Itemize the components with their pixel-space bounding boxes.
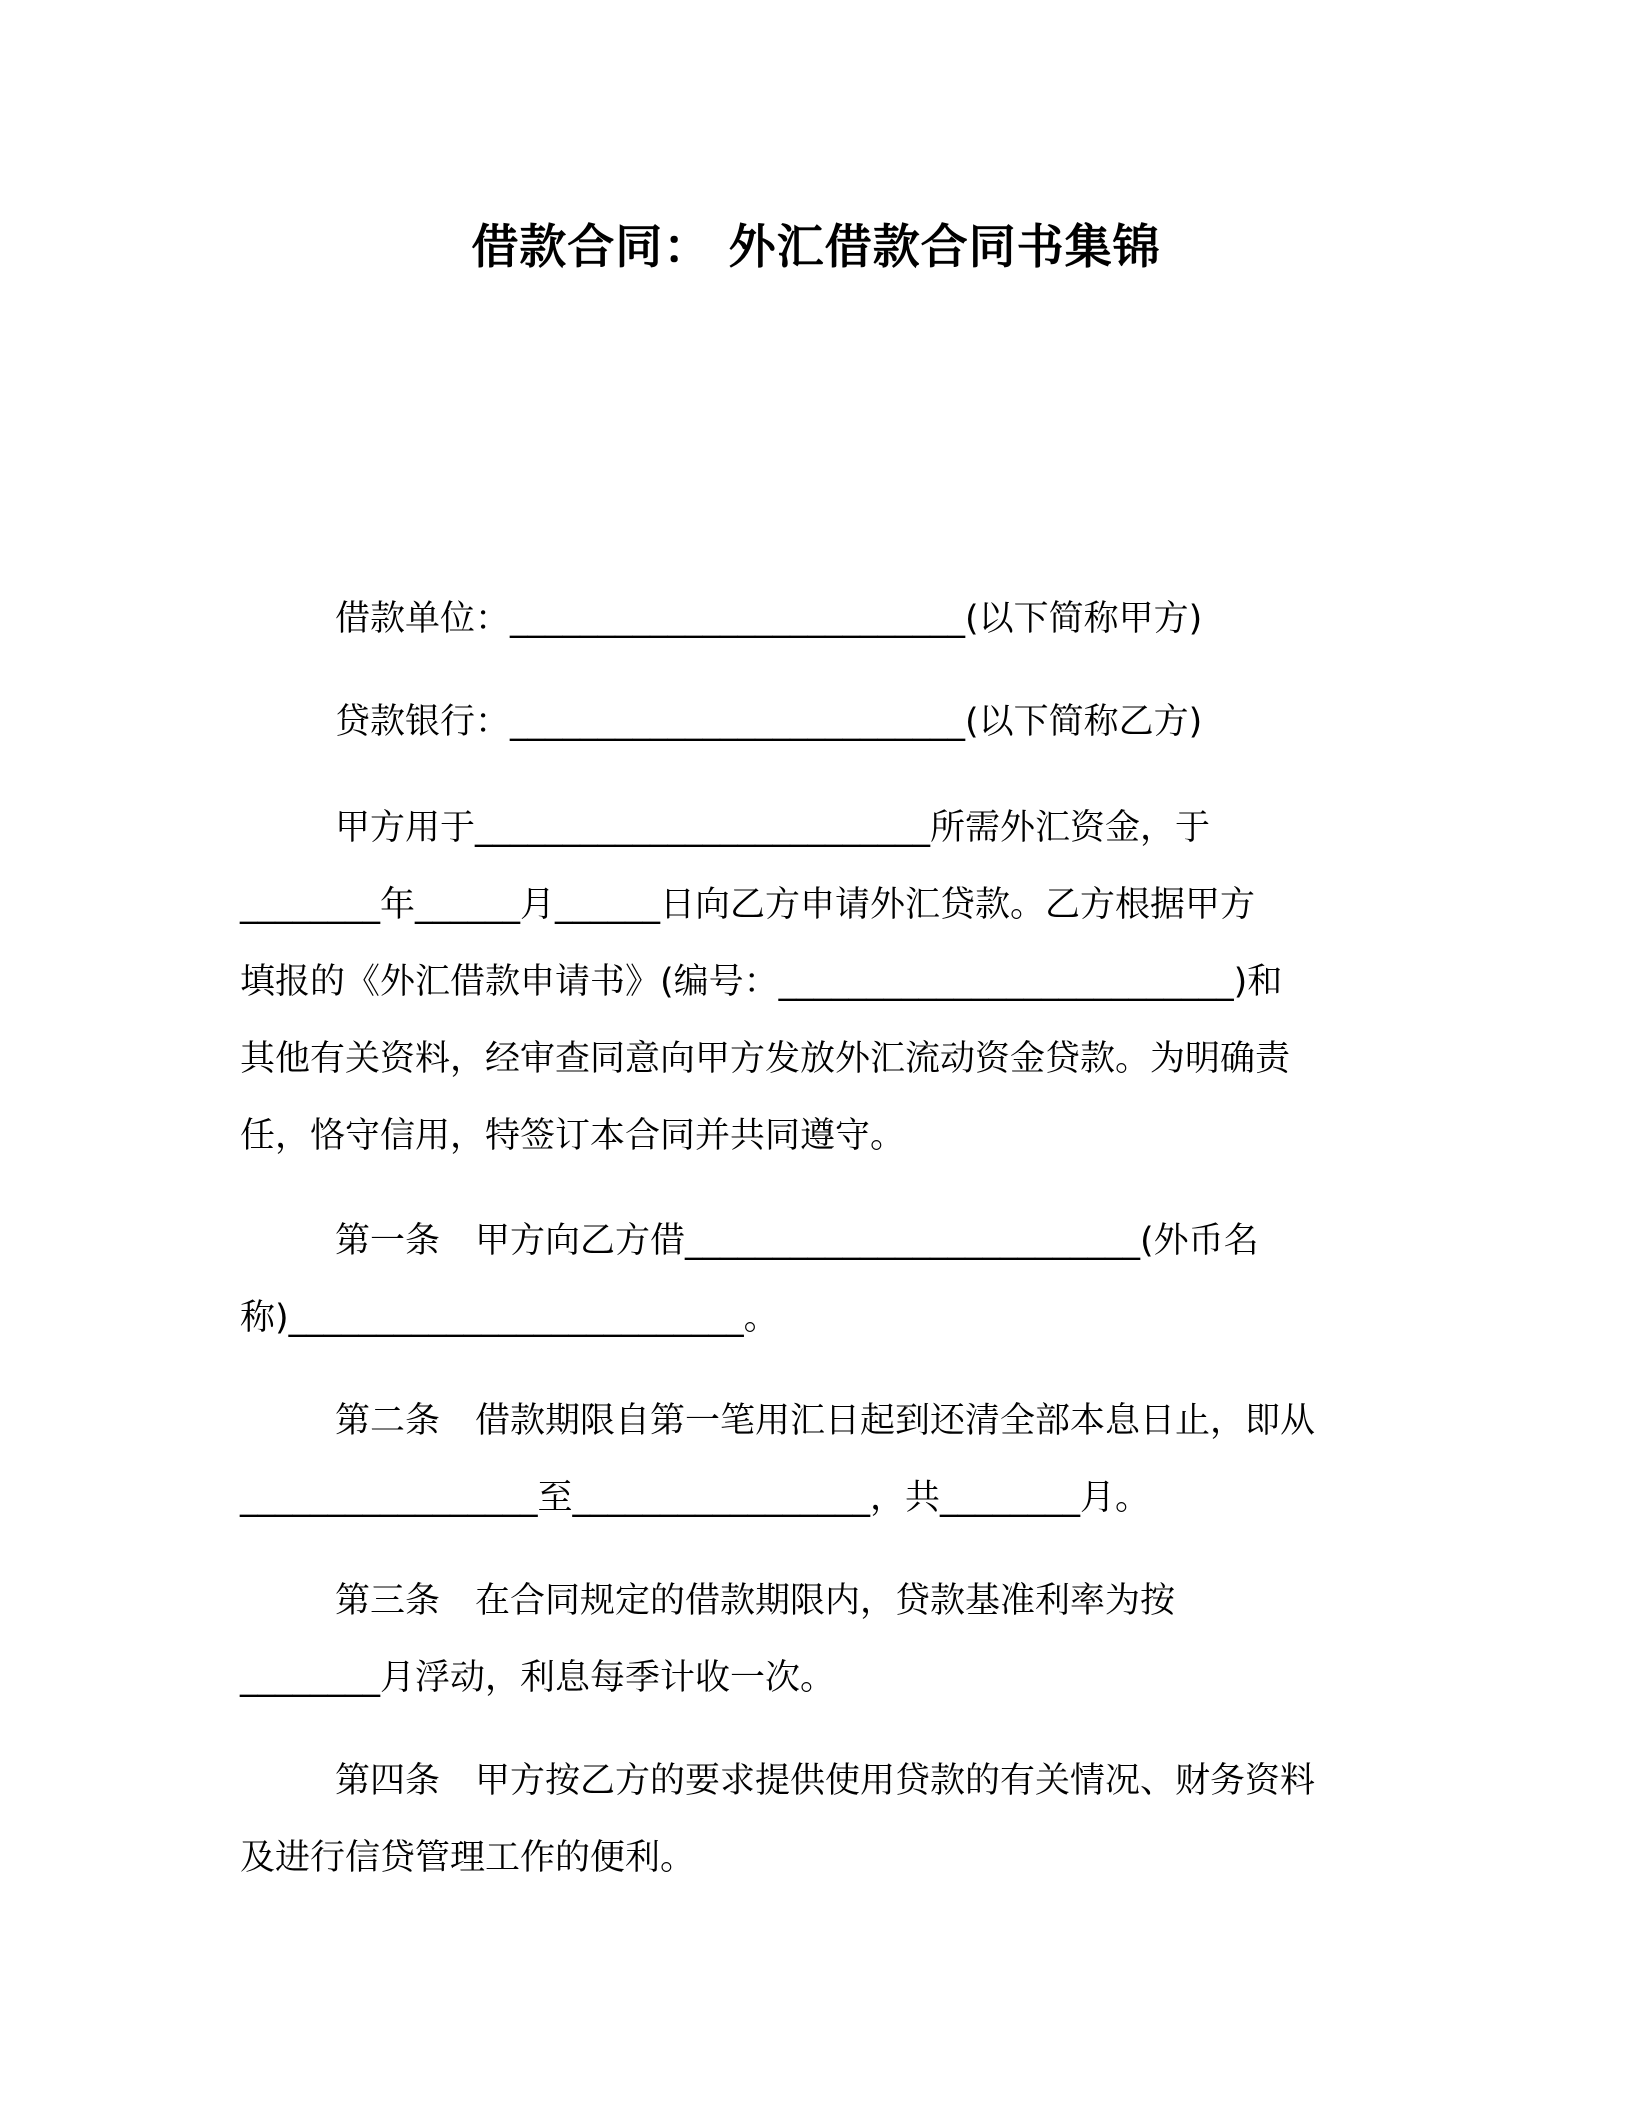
paragraph-article-1: 第一条 甲方向乙方借__________________________(外币名 称)__________________________。: [240, 1221, 1259, 1338]
borrower-line: [240, 585, 1380, 653]
lender-line: [240, 688, 1380, 756]
document-title: 借款合同： 外汇借款合同书集锦: [471, 220, 1161, 275]
article-1-block: [240, 1203, 1420, 1357]
article-2-block: [240, 1383, 1420, 1537]
paragraph-article-3: 第三条 在合同规定的借款期限内，贷款基准利率为按 ________月浮动，利息每季计收一次。: [240, 1581, 1176, 1698]
article-3-block: [240, 1563, 1420, 1717]
article-4-block: [240, 1743, 1420, 1897]
paragraph-lender: 贷款银行：__________________________(以下简称乙方): [335, 702, 1203, 742]
paragraph-purpose: 甲方用于__________________________所需外汇资金，于 ________年______月______日向乙方申请外汇贷款。乙方根据甲方 填报的《外汇借款申请书》(编号：__________________________)和 其他有关资料，经审查同意向甲方发放外汇流动资金贷款。为明确责 任，恪守信用，特签订本合同并共同遵守。: [240, 808, 1291, 1156]
paragraph-article-4: 第四条 甲方按乙方的要求提供使用贷款的有关情况、财务资料 及进行信贷管理工作的便利。: [240, 1761, 1316, 1878]
paragraph-article-2: 第二条 借款期限自第一笔用汇日起到还清全部本息日止，即从 _________________至_________________，共________月。: [240, 1401, 1316, 1518]
paragraph-borrower: 借款单位：__________________________(以下简称甲方): [335, 599, 1203, 639]
purpose-block: [240, 790, 1420, 1175]
